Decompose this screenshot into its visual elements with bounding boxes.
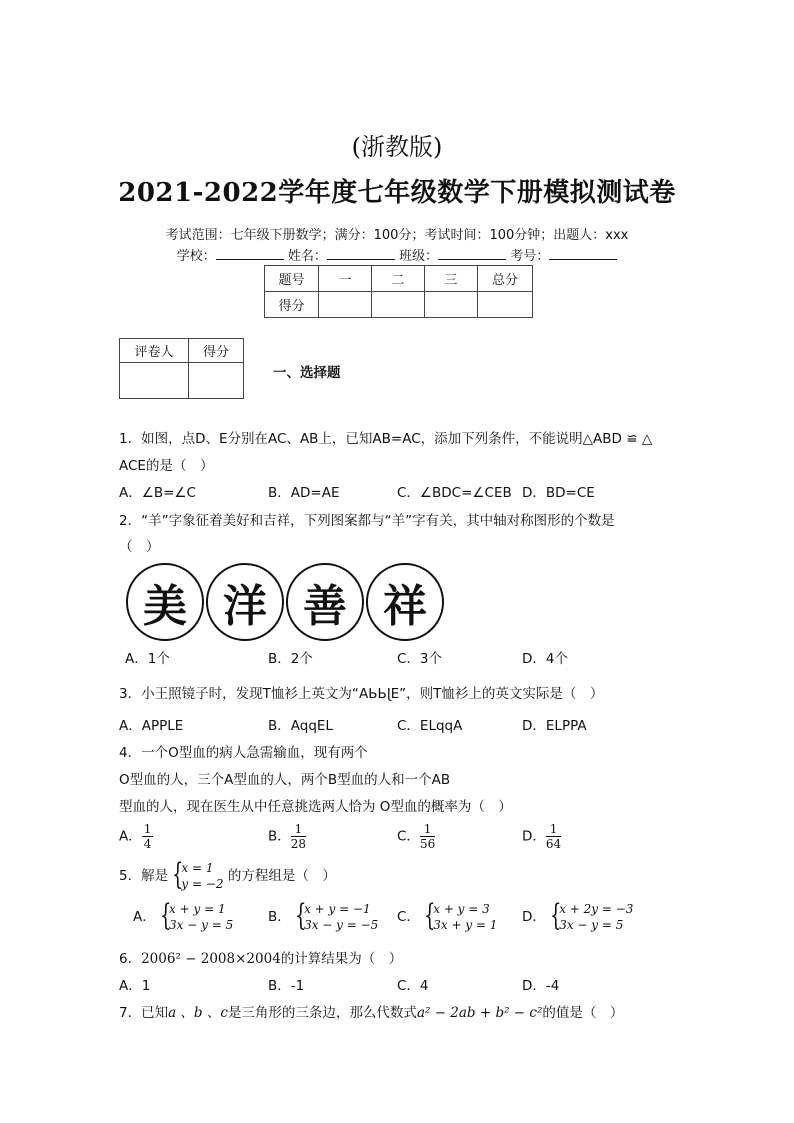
numerator: 1	[143, 822, 152, 836]
grader-score-cell[interactable]	[189, 363, 244, 399]
q4-option-d-label: D．	[522, 828, 546, 845]
q3-option-b[interactable]: B．AqqEL	[268, 718, 333, 734]
equation: x = 1	[181, 861, 214, 875]
equation: x + 2y = −3	[559, 902, 634, 916]
score-cell[interactable]	[372, 292, 425, 318]
class-label: 班级：	[399, 249, 439, 264]
sheep-pattern-4	[366, 563, 444, 641]
q5-option-b-label: B．	[268, 909, 291, 925]
q1-option-d[interactable]: D．BD=CE	[522, 485, 595, 501]
q4-option-a[interactable]	[119, 822, 153, 851]
school-label: 学校：	[176, 249, 216, 264]
q1-option-c[interactable]: C．∠BDC=∠CEB	[397, 485, 512, 501]
q7-expression: a² − 2ab + b² − c²	[416, 1005, 543, 1021]
score-table	[264, 265, 533, 318]
sheep-pattern-3	[286, 563, 364, 641]
student-fields	[0, 245, 794, 264]
equation-system	[550, 898, 634, 933]
exam-title: 2021-2022学年度七年级数学下册模拟测试卷	[118, 178, 676, 208]
q5-option-c[interactable]	[397, 898, 498, 933]
question-2-line1: 2．“羊”字象征着美好和吉祥，下列图案都与“羊”字有关，其中轴对称图形的个数是	[119, 513, 615, 529]
q5-option-a[interactable]	[133, 898, 234, 933]
numerator: 1	[420, 822, 435, 837]
exam-info-line: 考试范围：七年级下册数学；满分：100分；考试时间：100分钟；出题人：xxx	[165, 228, 629, 243]
denominator: 4	[143, 837, 152, 851]
solution-system	[172, 857, 224, 892]
glyph-shan: 善	[303, 581, 347, 632]
q4-option-b[interactable]	[268, 822, 306, 851]
sheep-pattern-1	[126, 563, 204, 641]
score-cell[interactable]	[425, 292, 478, 318]
question-7	[119, 1001, 623, 1021]
score-header-cell: 总分	[478, 266, 533, 292]
q7-mid: 是三角形的三条边，那么代数式	[227, 1005, 417, 1021]
numerator: 1	[546, 822, 561, 837]
score-header-cell: 题号	[265, 266, 319, 292]
glyph-yang: 洋	[223, 581, 267, 632]
q3-text-before: 3．小王照镜子时，发现T恤衫上英文为“	[119, 686, 359, 702]
q4-option-c[interactable]	[397, 822, 435, 851]
q7-suffix: 的值是（ ）	[542, 1005, 624, 1021]
left-brace-icon: {	[160, 898, 172, 933]
equation: 3x − y = 5	[169, 918, 234, 932]
glyph-xiang: 祥	[383, 581, 427, 632]
score-cell[interactable]	[319, 292, 372, 318]
number-label: 考号：	[510, 249, 550, 264]
fraction	[546, 822, 561, 851]
sheep-pattern-2	[206, 563, 284, 641]
question-3	[119, 682, 603, 702]
class-blank[interactable]	[438, 247, 506, 260]
q4-option-d[interactable]	[522, 822, 561, 851]
q3-text-after: ”，则T恤衫上的英文实际是（ ）	[399, 686, 604, 702]
question-1-line1: 1．如图，点D、E分别在AC、AB上，已知AB=AC，添加下列条件，不能说明△ABD ≌ △	[119, 431, 653, 447]
question-4-line3: 型血的人，现在医生从中任意挑选两人恰为 O型血的概率为（ ）	[119, 799, 512, 815]
q1-option-b[interactable]: B．AD=AE	[268, 485, 340, 501]
q2-option-b[interactable]: B．2个	[268, 651, 313, 667]
q6-option-c[interactable]: C．4	[397, 978, 429, 994]
q5-option-a-label: A．	[133, 909, 156, 925]
q6-option-a[interactable]: A．1	[119, 978, 151, 994]
denominator: 64	[545, 837, 562, 851]
name-label: 姓名：	[287, 249, 327, 264]
fraction	[142, 822, 154, 851]
q4-option-b-label: B．	[268, 828, 291, 845]
equation: y = −2	[181, 877, 224, 891]
q4-option-c-label: C．	[397, 828, 420, 845]
equation-system	[160, 898, 234, 933]
q6-option-b[interactable]: B．-1	[268, 978, 305, 994]
left-brace-icon: {	[172, 857, 184, 892]
q2-option-a[interactable]: A．1个	[125, 651, 170, 667]
q5-suffix: 的方程组是（ ）	[227, 868, 336, 884]
fraction	[291, 822, 306, 851]
question-4-line1: 4．一个O型血的病人急需输血，现有两个	[119, 745, 368, 761]
equation-system	[295, 898, 379, 933]
score-row-label: 得分	[265, 292, 319, 318]
score-header-cell: 二	[372, 266, 425, 292]
grader-cell[interactable]	[120, 363, 189, 399]
q5-option-d[interactable]	[522, 898, 634, 933]
q3-option-c[interactable]: C．ELqqA	[397, 718, 463, 734]
q5-option-c-label: C．	[397, 909, 420, 925]
question-1-line2: ACE的是（ ）	[119, 458, 214, 474]
left-brace-icon: {	[295, 898, 307, 933]
exam-edition-subtitle: (浙教版)	[351, 133, 443, 161]
score-cell[interactable]	[478, 292, 533, 318]
q3-option-d[interactable]: D．ELPPA	[522, 718, 587, 734]
q3-option-a[interactable]: A．APPLE	[119, 718, 184, 734]
grader-header-cell: 得分	[189, 339, 244, 363]
q6-option-d[interactable]: D．-4	[522, 978, 560, 994]
q5-prefix: 5．解是	[119, 868, 169, 884]
question-2-line2: （ ）	[119, 539, 160, 555]
equation: x + y = 3	[433, 902, 490, 916]
q7-prefix: 7．已知	[119, 1005, 169, 1021]
q4-option-a-label: A．	[119, 828, 142, 845]
score-header-cell: 一	[319, 266, 372, 292]
q2-option-c[interactable]: C．3个	[397, 651, 443, 667]
q7-variables: a 、b 、c	[168, 1005, 228, 1021]
q1-option-a[interactable]: A．∠B=∠C	[119, 485, 196, 501]
question-5	[119, 857, 336, 892]
equation: x + y = −1	[304, 902, 371, 916]
equation: 3x − y = 5	[559, 918, 624, 932]
number-blank[interactable]	[549, 247, 617, 260]
q6-prefix: 6．	[119, 951, 142, 967]
left-brace-icon: {	[424, 898, 436, 933]
school-blank[interactable]	[216, 247, 284, 260]
equation: x + y = 1	[169, 902, 226, 916]
equation: 3x − y = −5	[304, 918, 379, 932]
glyph-mei: 美	[143, 581, 187, 632]
fraction	[420, 822, 435, 851]
q5-option-d-label: D．	[522, 909, 546, 925]
score-header-cell: 三	[425, 266, 478, 292]
equation: 3x + y = 1	[433, 918, 498, 932]
grader-table	[119, 338, 244, 399]
numerator: 1	[291, 822, 306, 837]
question-6	[119, 947, 402, 967]
question-4-line2: O型血的人，三个A型血的人，两个B型血的人和一个AB	[119, 772, 451, 788]
denominator: 28	[290, 837, 307, 851]
mirrored-word: ƎJԀԀA	[358, 686, 400, 702]
grader-header-cell: 评卷人	[120, 339, 189, 363]
q2-option-d[interactable]: D．4个	[522, 651, 568, 667]
left-brace-icon: {	[550, 898, 562, 933]
q6-suffix: 的计算结果为（ ）	[280, 951, 403, 967]
q6-expression: 2006² − 2008×2004	[141, 951, 281, 967]
q5-option-b[interactable]	[268, 898, 379, 933]
name-blank[interactable]	[327, 247, 395, 260]
equation-system	[424, 898, 498, 933]
denominator: 56	[419, 837, 436, 851]
section-heading-choice: 一、选择题	[273, 365, 341, 381]
